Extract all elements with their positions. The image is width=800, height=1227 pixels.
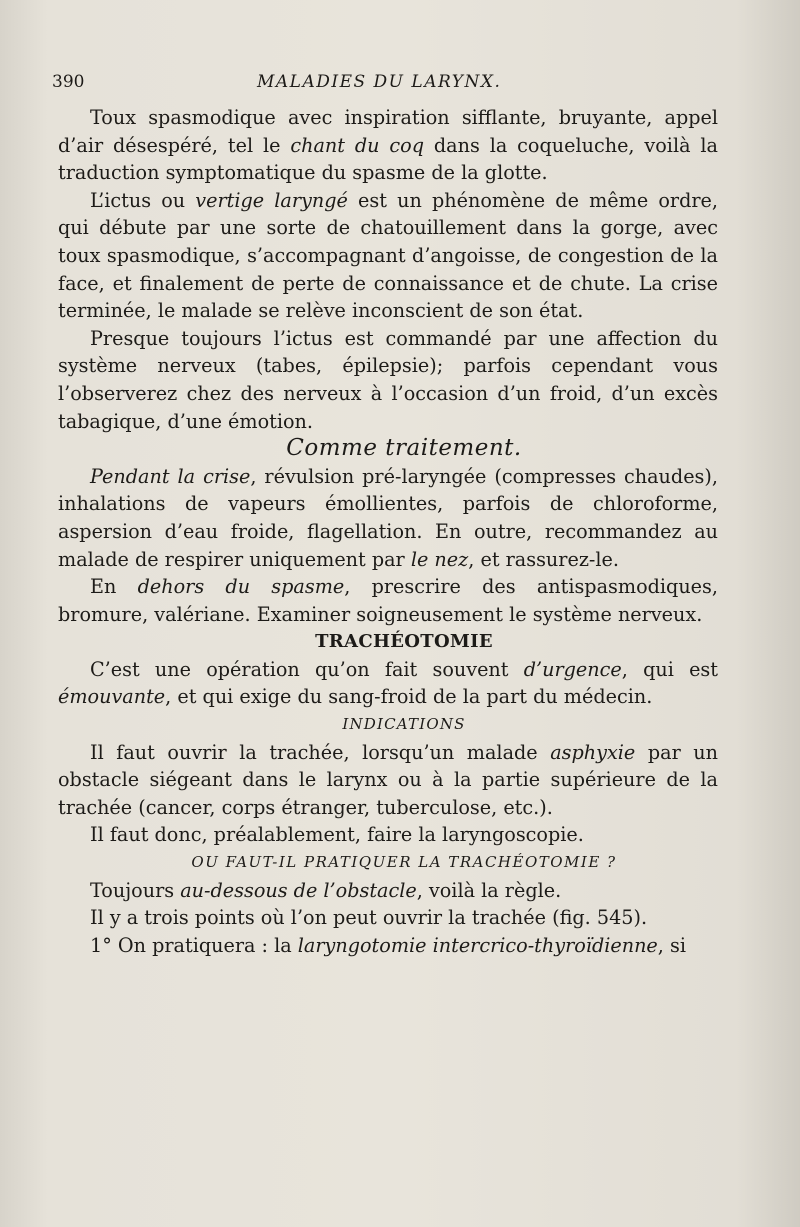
heading-indications: INDICATIONS [342,715,466,734]
heading-ou-pratiquer: OU FAUT-IL PRATIQUER LA TRACHÉOTOMIE ? [191,853,617,872]
text-run: L’ictus ou [90,188,196,212]
paragraph-trois-points [58,904,718,932]
text-run: Presque toujours l’ictus est commandé par une affection du système nerveux (tabes, épilepsie); parfois cependant vous l’observerez chez des nerveux à l’occasion d’un froid, d’un excès tabagique, d’une émotion. [58,326,718,433]
paragraph-presque-toujours [58,325,718,435]
paragraph-laryngotomie [58,932,718,960]
paragraph-regle [58,877,718,905]
page-header [52,72,720,98]
text-run: Il faut donc, préalablement, faire la laryngoscopie. [90,823,584,847]
paragraph-laryngoscopie [58,821,718,849]
italic-run: émouvante [58,685,166,709]
heading-tracheotomie: TRACHÉOTOMIE [315,631,493,653]
text-run: Il y a trois points où l’on peut ouvrir la trachée (fig. 545). [90,906,648,930]
italic-run: le nez [410,547,469,571]
heading-comme-traitement: Comme traitement. [286,435,522,462]
text-run: , et rassurez-le. [468,547,620,571]
paragraph-ouvrir-trachee [58,739,718,822]
page-number: 390 [52,72,85,92]
text-run: est un phénomène de même ordre, qui débute par une sorte de chatouillement dans la gorge, avec toux spasmodique, s’accompagnant d’angoisse, de congestion de la face, et finalement de perte de connaissance et de chute. La crise terminée, le malade se relève inconscient de son état. [58,188,718,323]
text-run: dans la coqueluche, voilà la traduction symptomatique du spasme de la glotte. [58,133,718,185]
paragraph-ictus [58,187,718,325]
text-run: , si [657,933,686,957]
italic-run: Pendant la crise [90,464,251,488]
italic-run: d’urgence [523,657,622,681]
text-run: , révulsion pré-laryngée (compresses chaudes), inhalations de vapeurs émollientes, parfois de chloroforme, aspersion d’eau froide, flagellation. En outre, recommandez au malade de respirer uniquement par [58,464,718,571]
italic-run: laryngotomie intercrico-thyroïdienne [297,933,658,957]
text-run: Toujours [90,878,181,902]
text-run: C’est une opération qu’on fait souvent [90,657,524,681]
text-run: 1° On pratiquera : la [90,933,298,957]
paragraph-spasme-glotte [58,104,718,187]
text-run: , et qui exige du sang-froid de la part du médecin. [165,685,653,709]
running-title: MALADIES DU LARYNX. [257,72,502,92]
italic-run: chant du coq [290,133,424,157]
page-body [58,104,718,959]
paragraph-dehors-spasme [58,573,718,628]
text-run: , voilà la règle. [416,878,562,902]
text-run: Il faut ouvrir la trachée, lorsqu’un malade [90,740,551,764]
italic-run: dehors du spasme [137,575,345,599]
italic-run: au-dessous de l’obstacle [180,878,417,902]
text-run: Toux spasmodique avec inspiration sifflante, bruyante, appel d’air désespéré, tel le [58,106,718,157]
text-run: par un obstacle siégeant dans le larynx ou à la partie supérieure de la trachée (cancer, corps étranger, tuberculose, etc.). [58,740,718,819]
text-run: En [90,575,138,599]
paragraph-operation [58,656,718,711]
paragraph-pendant-crise [58,463,718,573]
text-run: , prescrire des antispasmodiques, bromure, valériane. Examiner soigneusement le système nerveux. [58,575,718,626]
italic-run: asphyxie [550,740,636,764]
italic-run: vertige laryngé [195,188,348,212]
text-run: , qui est [621,657,718,681]
